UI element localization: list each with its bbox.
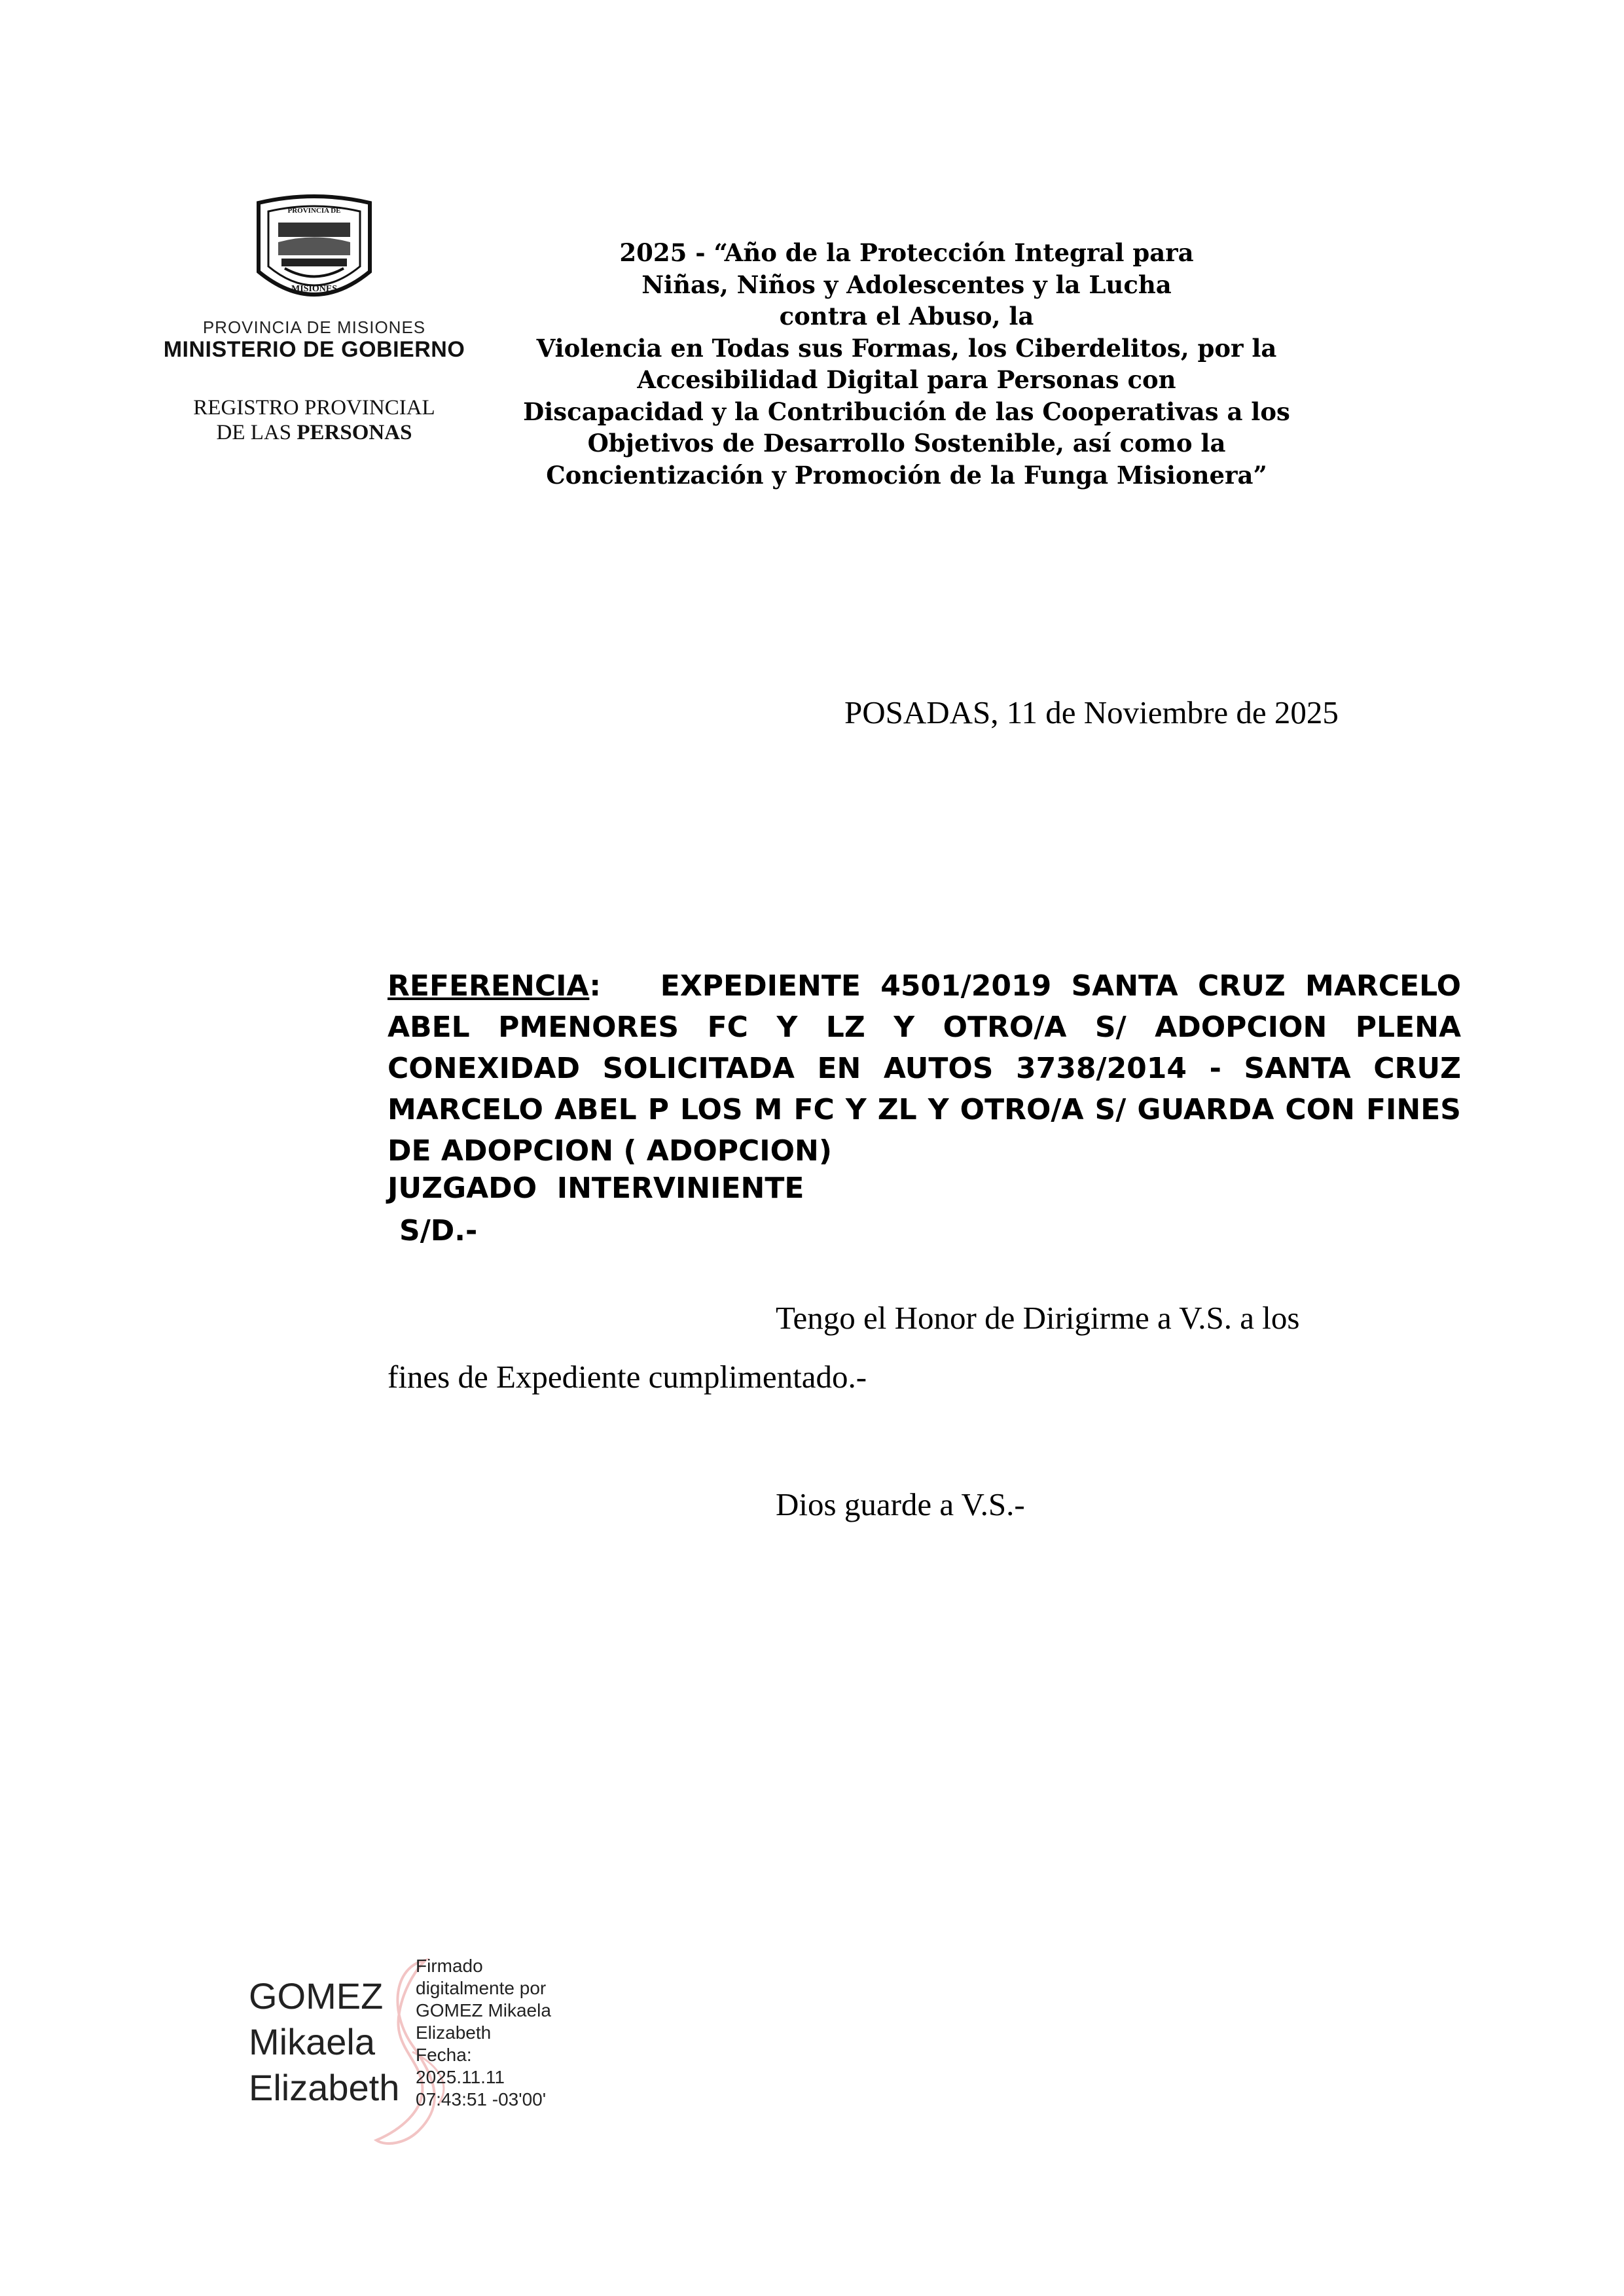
reference-text: EXPEDIENTE 4501/2019 SANTA CRUZ MARCELO ABEL PMENORES FC Y LZ Y OTRO/A S/ ADOPCION PLENA CONEXIDAD SOLICITADA EN AUTOS 3738/2014 - SANTA CRUZ MARCELO ABEL P LOS M FC Y ZL Y OTRO/A S/ GUARDA CON FINES DE ADOPCION ( ADOPCION): [388, 969, 1461, 1168]
year-header-line: Violencia en Todas sus Formas, los Ciberdelitos, por la: [536, 333, 1277, 363]
year-header: [481, 237, 1332, 491]
province-name: PROVINCIA DE MISIONES: [202, 317, 426, 337]
registry-line-2-bold: PERSONAS: [297, 421, 412, 444]
registry-line-2: [151, 421, 478, 445]
signer-name: [249, 1973, 399, 2111]
body-line-1: Tengo el Honor de Dirigirme a V.S. a los: [776, 1300, 1300, 1336]
year-header-line: Concientización y Promoción de la Funga Misionera”: [546, 460, 1267, 490]
ministry-logo: [151, 193, 478, 455]
digital-signature: [249, 1954, 615, 2150]
registry-line-1: REGISTRO PROVINCIAL: [193, 396, 435, 420]
province-seal-icon: [245, 193, 383, 311]
seal-top-text: PROVINCIA DE: [287, 207, 341, 215]
registry-line-2-prefix: DE LAS: [216, 421, 297, 444]
signer-name-line: Elizabeth: [249, 2067, 400, 2108]
signer-name-line: Mikaela: [249, 2021, 375, 2062]
year-header-line: 2025 - “Año de la Protección Integral para: [619, 238, 1194, 267]
signer-name-line: GOMEZ: [249, 1975, 384, 2017]
reference-colon: :: [589, 969, 601, 1003]
year-header-line: Discapacidad y la Contribución de las Cooperativas a los: [523, 397, 1290, 426]
recipient: JUZGADO INTERVINIENTE: [388, 1172, 804, 1205]
sin-direccion: S/D.-: [399, 1214, 478, 1247]
document-date: POSADAS, 11 de Noviembre de 2025: [844, 694, 1339, 730]
seal-bottom-text: MISIONES: [291, 284, 338, 294]
signature-details: Firmado digitalmente por GOMEZ Mikaela Elizabeth Fecha: 2025.11.11 07:43:51 -03'00': [416, 1956, 551, 2109]
year-header-line: contra el Abuso, la: [779, 302, 1034, 331]
reference-block: [388, 965, 1461, 1172]
reference-label: REFERENCIA: [388, 969, 590, 1003]
year-header-line: Objetivos de Desarrollo Sostenible, así como la: [587, 429, 1226, 457]
year-header-line: Accesibilidad Digital para Personas con: [637, 365, 1176, 394]
year-header-line: Niñas, Niños y Adolescentes y la Lucha: [641, 270, 1172, 299]
ministry-name: MINISTERIO DE GOBIERNO: [163, 337, 465, 362]
body-line-2: fines de Expediente cumplimentado.-: [388, 1359, 867, 1395]
closing: Dios guarde a V.S.-: [776, 1486, 1025, 1522]
